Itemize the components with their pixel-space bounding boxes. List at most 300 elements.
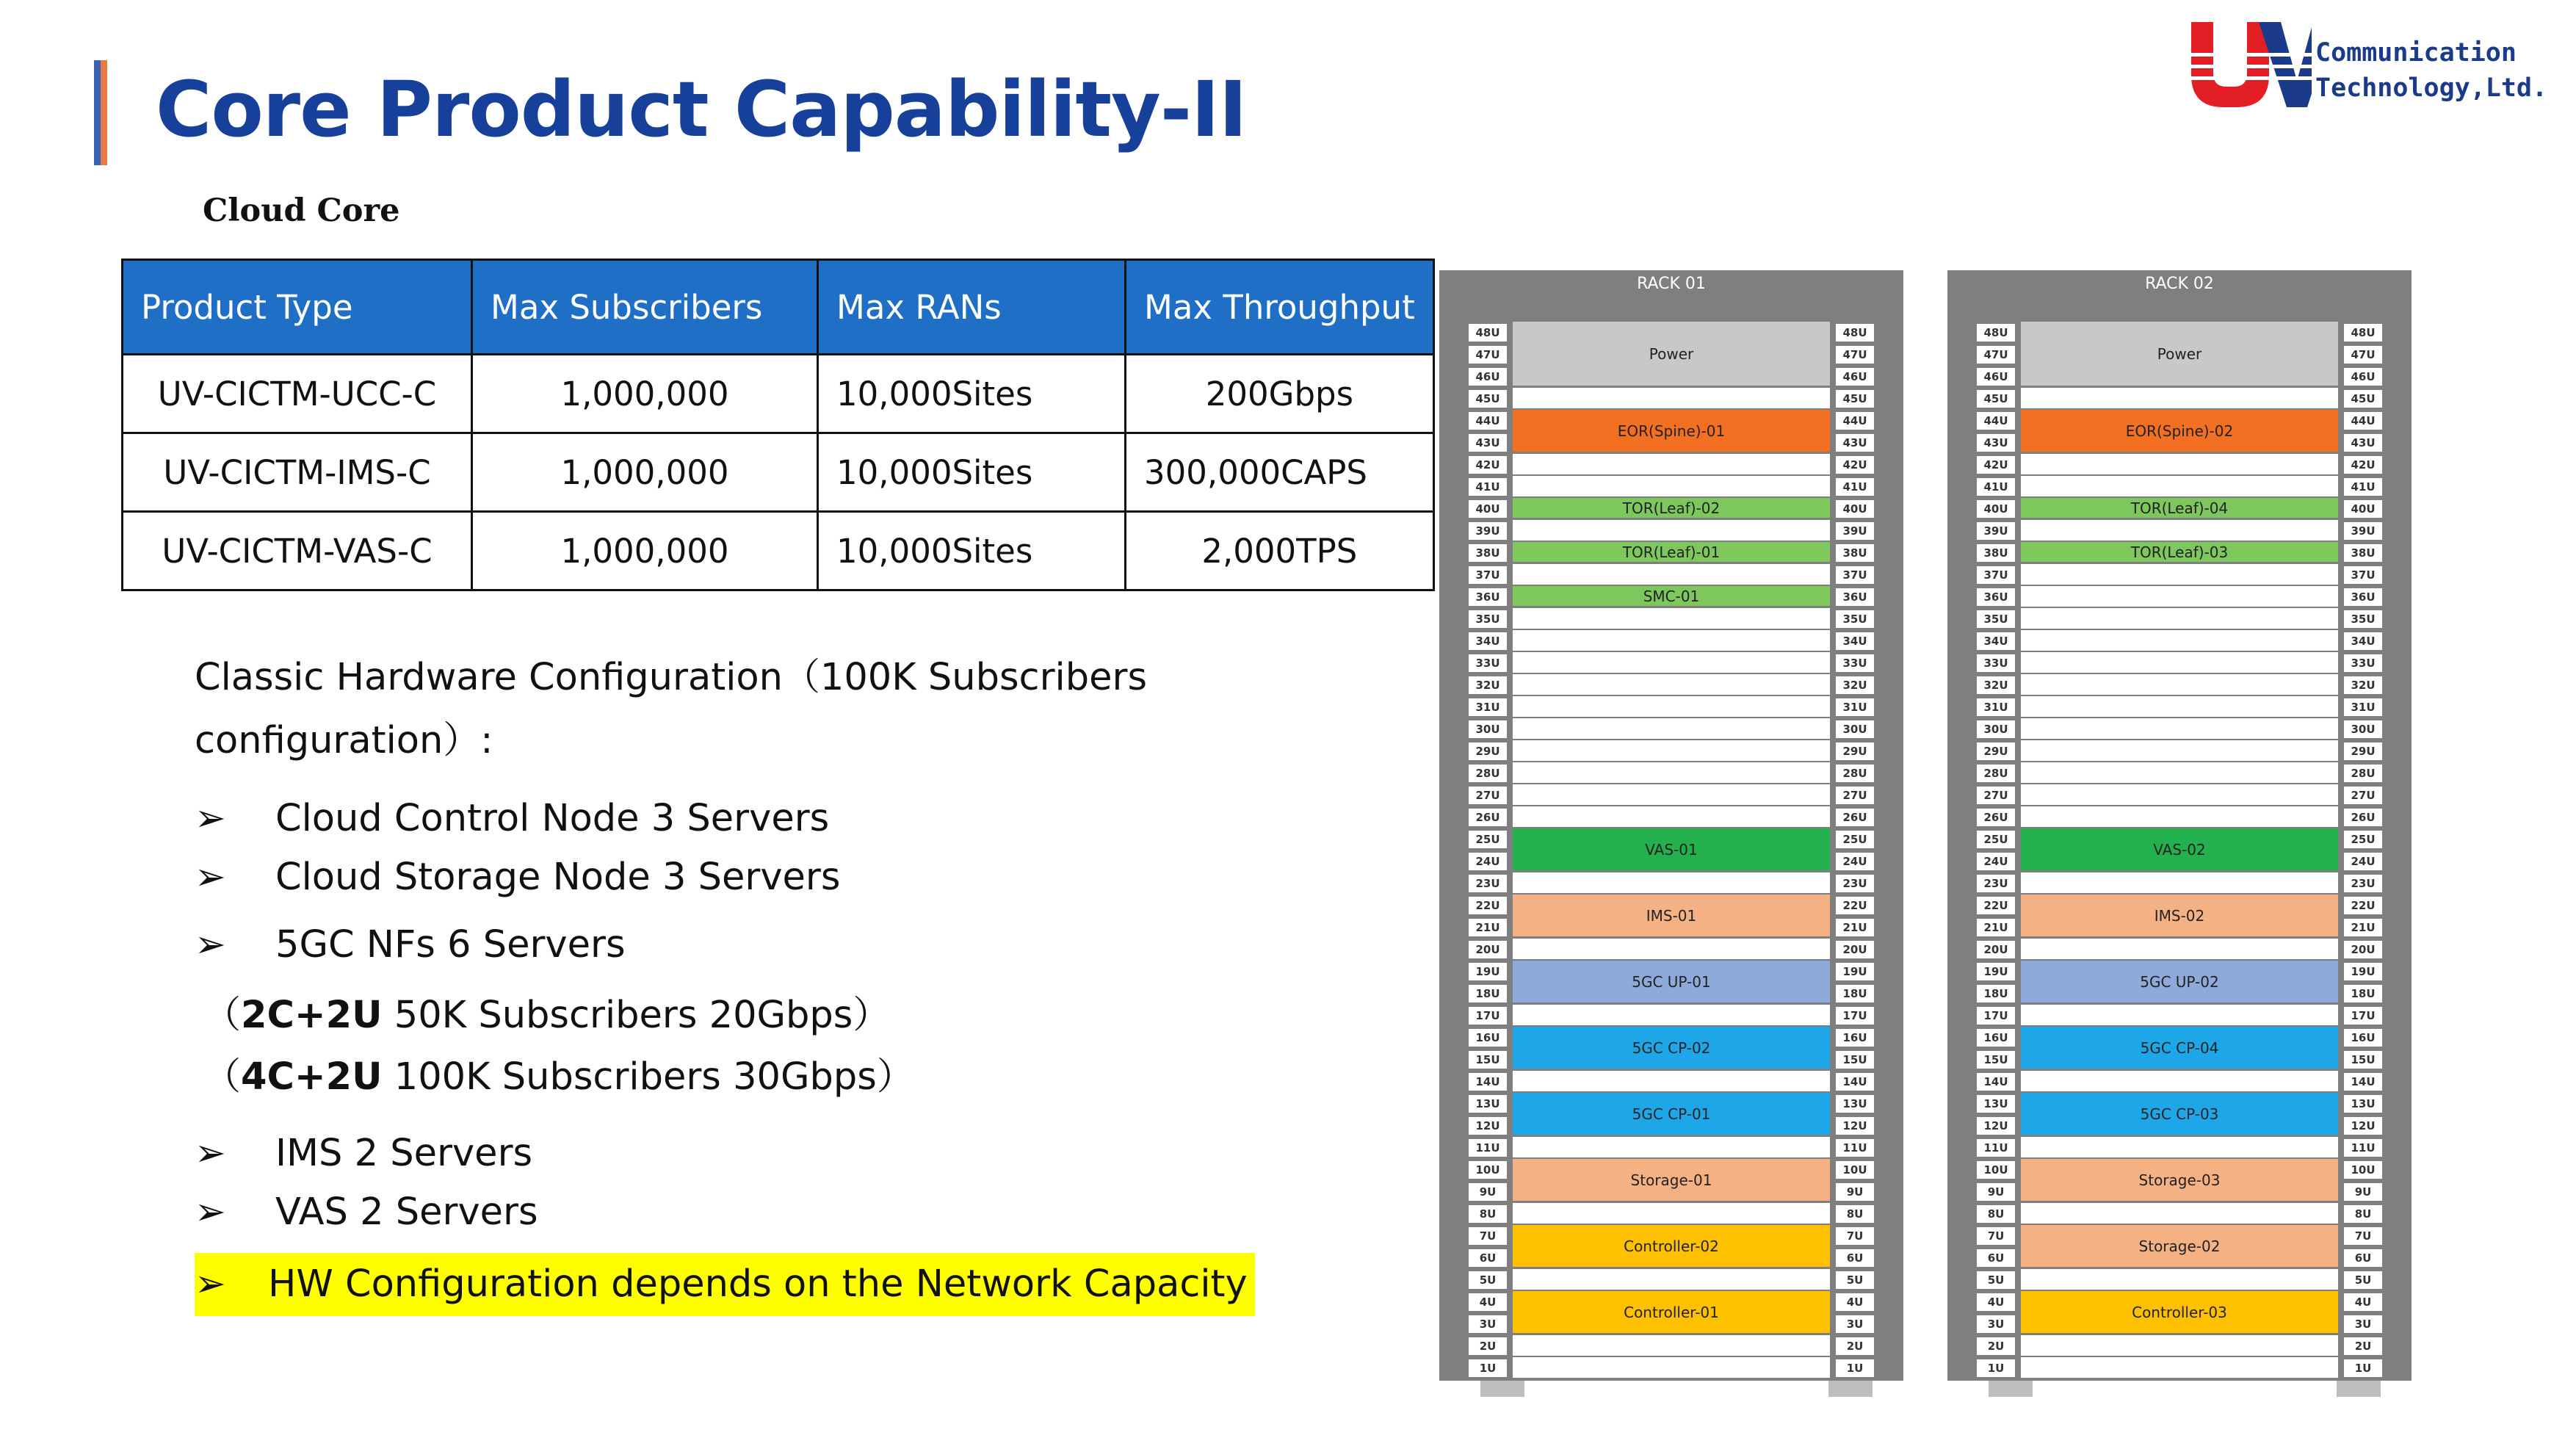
rack-unit-row <box>1469 564 1874 586</box>
unit-label: 4U <box>2344 1293 2382 1311</box>
product-table <box>121 259 1435 591</box>
unit-label: 13U <box>2344 1095 2382 1113</box>
unit-label: 17U <box>1977 1007 2015 1025</box>
unit-label: 41U <box>1977 478 2015 496</box>
empty-slot <box>2021 454 2338 476</box>
unit-label: 15U <box>1977 1051 2015 1069</box>
unit-label: 26U <box>1469 809 1507 826</box>
unit-label: 36U <box>2344 588 2382 606</box>
unit-label: 12U <box>1977 1117 2015 1135</box>
empty-slot <box>1513 806 1830 828</box>
unit-label: 32U <box>1977 676 2015 694</box>
table-cell: 10,000Sites <box>818 512 1126 590</box>
empty-slot <box>1513 872 1830 895</box>
unit-label: 48U <box>1977 324 2015 342</box>
rack-device: VAS-01 <box>1513 828 1830 872</box>
unit-label: 26U <box>1836 809 1874 826</box>
empty-slot <box>1513 1269 1830 1291</box>
rack-unit-row <box>1469 476 1874 498</box>
highlight-note <box>195 1253 1255 1316</box>
rack-unit-row <box>1977 630 2382 652</box>
unit-label: 14U <box>1836 1073 1874 1091</box>
unit-label: 47U <box>1469 346 1507 364</box>
rack-unit-row <box>1469 608 1874 630</box>
empty-slot <box>1513 388 1830 410</box>
unit-label: 42U <box>1977 456 2015 474</box>
unit-label: 31U <box>1977 698 2015 716</box>
list-item-text: Cloud Control Node 3 Servers <box>275 797 830 840</box>
unit-label: 41U <box>2344 478 2382 496</box>
unit-label: 30U <box>2344 720 2382 738</box>
rack-device: Controller-03 <box>2021 1291 2338 1335</box>
table-cell: 10,000Sites <box>818 433 1126 512</box>
empty-slot <box>2021 1203 2338 1225</box>
unit-label: 13U <box>1977 1095 2015 1113</box>
rack-unit-row <box>1469 454 1874 476</box>
unit-label: 26U <box>1977 809 2015 826</box>
empty-slot <box>2021 1005 2338 1027</box>
empty-slot <box>1513 1335 1830 1357</box>
unit-label: 7U <box>2344 1227 2382 1245</box>
unit-label: 31U <box>1469 698 1507 716</box>
list-item <box>195 1122 532 1185</box>
unit-label: 46U <box>1836 368 1874 386</box>
rack-device: TOR(Leaf)-02 <box>1513 498 1830 520</box>
unit-label: 19U <box>1469 963 1507 980</box>
unit-label: 23U <box>1469 875 1507 892</box>
config-sub-1-rest: 50K Subscribers 20Gbps） <box>382 994 891 1037</box>
rack-unit-row <box>1469 872 1874 895</box>
empty-slot <box>2021 608 2338 630</box>
empty-slot <box>1513 1005 1830 1027</box>
unit-label: 22U <box>1836 897 1874 914</box>
arrow-bullet-icon: ➢ <box>195 797 226 840</box>
unit-label: 36U <box>1469 588 1507 606</box>
section-label: Cloud Core <box>203 192 400 229</box>
unit-label: 33U <box>1836 654 1874 672</box>
unit-label: 1U <box>2344 1359 2382 1377</box>
unit-label: 31U <box>2344 698 2382 716</box>
rack-01 <box>1439 270 1903 1381</box>
rack-unit-row <box>1469 762 1874 784</box>
empty-slot <box>1513 1203 1830 1225</box>
rack-unit-row <box>1469 1203 1874 1225</box>
unit-label: 15U <box>2344 1051 2382 1069</box>
unit-label: 14U <box>1469 1073 1507 1091</box>
unit-label: 28U <box>1836 765 1874 782</box>
rack-unit-row <box>1469 784 1874 806</box>
rack-unit-row <box>1469 1071 1874 1093</box>
table-cell: UV-CICTM-UCC-C <box>123 355 472 433</box>
unit-label: 27U <box>1977 787 2015 804</box>
rack-device: 5GC CP-03 <box>2021 1093 2338 1137</box>
rack-unit-row <box>1469 939 1874 961</box>
unit-label: 27U <box>1469 787 1507 804</box>
empty-slot <box>1513 652 1830 674</box>
rack-device: IMS-01 <box>1513 895 1830 939</box>
unit-label: 27U <box>2344 787 2382 804</box>
unit-label: 31U <box>1836 698 1874 716</box>
column-header: Max RANs <box>818 260 1126 355</box>
unit-label: 23U <box>2344 875 2382 892</box>
unit-label: 34U <box>1977 632 2015 650</box>
unit-label: 21U <box>2344 919 2382 936</box>
unit-label: 38U <box>1469 544 1507 562</box>
unit-label: 37U <box>1836 566 1874 584</box>
rack-unit-row <box>1977 454 2382 476</box>
unit-label: 28U <box>2344 765 2382 782</box>
unit-label: 8U <box>2344 1205 2382 1223</box>
rack-unit-row <box>1469 1335 1874 1357</box>
unit-label: 20U <box>1836 941 1874 958</box>
unit-label: 8U <box>1836 1205 1874 1223</box>
rack-unit-row <box>1977 1071 2382 1093</box>
rack-unit-row <box>1469 652 1874 674</box>
unit-label: 4U <box>1469 1293 1507 1311</box>
unit-label: 1U <box>1836 1359 1874 1377</box>
empty-slot <box>1513 718 1830 740</box>
column-header: Max Subscribers <box>472 260 818 355</box>
rack-unit-row <box>1977 784 2382 806</box>
unit-label: 45U <box>1469 390 1507 408</box>
unit-label: 39U <box>2344 522 2382 540</box>
unit-label: 33U <box>1469 654 1507 672</box>
unit-label: 28U <box>1469 765 1507 782</box>
config-sub-line-2 <box>203 1046 914 1109</box>
unit-label: 22U <box>1977 897 2015 914</box>
unit-label: 44U <box>1469 412 1507 430</box>
unit-label: 25U <box>1469 831 1507 848</box>
unit-label: 19U <box>2344 963 2382 980</box>
unit-label: 10U <box>1836 1161 1874 1179</box>
empty-slot <box>2021 1335 2338 1357</box>
rack-foot <box>2337 1381 2381 1397</box>
unit-label: 8U <box>1977 1205 2015 1223</box>
unit-label: 23U <box>1977 875 2015 892</box>
unit-label: 3U <box>1836 1315 1874 1333</box>
unit-label: 6U <box>1977 1249 2015 1267</box>
unit-label: 25U <box>1836 831 1874 848</box>
unit-label: 20U <box>1977 941 2015 958</box>
unit-label: 32U <box>2344 676 2382 694</box>
rack-unit-row <box>1469 696 1874 718</box>
empty-slot <box>1513 740 1830 762</box>
rack-device: Storage-02 <box>2021 1225 2338 1269</box>
empty-slot <box>1513 674 1830 696</box>
unit-label: 29U <box>1836 742 1874 760</box>
empty-slot <box>2021 520 2338 542</box>
unit-label: 9U <box>1977 1183 2015 1201</box>
rack-unit-row <box>1977 939 2382 961</box>
list-item <box>195 1181 538 1244</box>
rack-device: 5GC CP-01 <box>1513 1093 1830 1137</box>
empty-slot <box>2021 586 2338 608</box>
unit-label: 21U <box>1469 919 1507 936</box>
rack-unit-row <box>1469 1269 1874 1291</box>
uv-logo-mark <box>2187 22 2312 110</box>
unit-label: 45U <box>1836 390 1874 408</box>
unit-label: 48U <box>2344 324 2382 342</box>
unit-label: 27U <box>1836 787 1874 804</box>
empty-slot <box>2021 939 2338 961</box>
unit-label: 39U <box>1469 522 1507 540</box>
unit-label: 44U <box>1836 412 1874 430</box>
rack-foot <box>1480 1381 1524 1397</box>
unit-label: 25U <box>1977 831 2015 848</box>
unit-label: 4U <box>1836 1293 1874 1311</box>
rack-unit-row <box>1469 1005 1874 1027</box>
empty-slot <box>1513 454 1830 476</box>
rack-unit-row <box>1977 696 2382 718</box>
unit-label: 2U <box>1977 1337 2015 1355</box>
rack-unit-row <box>1977 1137 2382 1159</box>
empty-slot <box>1513 520 1830 542</box>
title-accent-bar <box>94 60 107 165</box>
rack-device: IMS-02 <box>2021 895 2338 939</box>
rack-unit-row <box>1977 1203 2382 1225</box>
empty-slot <box>2021 1137 2338 1159</box>
unit-label: 41U <box>1836 478 1874 496</box>
list-item-text: Cloud Storage Node 3 Servers <box>275 856 841 899</box>
unit-label: 39U <box>1836 522 1874 540</box>
unit-label: 43U <box>1469 434 1507 452</box>
table-cell: 1,000,000 <box>472 512 818 590</box>
unit-label: 16U <box>1836 1029 1874 1047</box>
unit-label: 19U <box>1977 963 2015 980</box>
unit-label: 11U <box>2344 1139 2382 1157</box>
rack-unit-row <box>1469 674 1874 696</box>
rack-unit-row <box>1977 608 2382 630</box>
rack-unit-row <box>1977 586 2382 608</box>
unit-label: 3U <box>1977 1315 2015 1333</box>
unit-label: 45U <box>2344 390 2382 408</box>
rack-unit-row <box>1977 476 2382 498</box>
unit-label: 38U <box>1977 544 2015 562</box>
unit-label: 6U <box>2344 1249 2382 1267</box>
table-header-row <box>123 260 1434 355</box>
unit-label: 29U <box>1469 742 1507 760</box>
unit-label: 42U <box>1469 456 1507 474</box>
unit-label: 16U <box>1977 1029 2015 1047</box>
rack-unit-row <box>1469 1137 1874 1159</box>
unit-label: 7U <box>1977 1227 2015 1245</box>
rack-foot <box>1828 1381 1873 1397</box>
company-logo <box>2187 22 2548 113</box>
list-item-text: VAS 2 Servers <box>275 1190 538 1234</box>
unit-label: 37U <box>1977 566 2015 584</box>
unit-label: 24U <box>1469 853 1507 870</box>
unit-label: 15U <box>1469 1051 1507 1069</box>
unit-label: 11U <box>1836 1139 1874 1157</box>
unit-label: 9U <box>1469 1183 1507 1201</box>
config-sub-2-rest: 100K Subscribers 30Gbps） <box>382 1055 914 1099</box>
table-row <box>123 433 1434 512</box>
unit-label: 13U <box>1836 1095 1874 1113</box>
unit-label: 32U <box>1836 676 1874 694</box>
unit-label: 17U <box>1469 1007 1507 1025</box>
unit-label: 40U <box>1469 500 1507 518</box>
rack-unit-row <box>1469 1357 1874 1379</box>
unit-label: 16U <box>2344 1029 2382 1047</box>
unit-label: 26U <box>2344 809 2382 826</box>
unit-label: 17U <box>1836 1007 1874 1025</box>
rack-unit-row <box>1977 1335 2382 1357</box>
unit-label: 37U <box>2344 566 2382 584</box>
rack-unit-row <box>1977 762 2382 784</box>
rack-device: 5GC CP-02 <box>1513 1027 1830 1071</box>
empty-slot <box>1513 696 1830 718</box>
empty-slot <box>2021 1269 2338 1291</box>
unit-label: 17U <box>2344 1007 2382 1025</box>
empty-slot <box>2021 718 2338 740</box>
unit-label: 20U <box>1469 941 1507 958</box>
column-header: Max Throughput <box>1126 260 1434 355</box>
unit-label: 39U <box>1977 522 2015 540</box>
unit-label: 16U <box>1469 1029 1507 1047</box>
rack-unit-row <box>1977 564 2382 586</box>
table-cell: UV-CICTM-VAS-C <box>123 512 472 590</box>
arrow-bullet-icon: ➢ <box>195 1190 226 1234</box>
unit-label: 46U <box>2344 368 2382 386</box>
empty-slot <box>1513 476 1830 498</box>
unit-label: 29U <box>2344 742 2382 760</box>
unit-label: 8U <box>1469 1205 1507 1223</box>
unit-label: 29U <box>1977 742 2015 760</box>
logo-line-2: Technology,Ltd. <box>2315 73 2548 103</box>
rack-device: Storage-03 <box>2021 1159 2338 1203</box>
rack-unit-row <box>1469 806 1874 828</box>
unit-label: 11U <box>1469 1139 1507 1157</box>
unit-label: 47U <box>1977 346 2015 364</box>
unit-label: 3U <box>2344 1315 2382 1333</box>
unit-label: 40U <box>2344 500 2382 518</box>
unit-label: 46U <box>1977 368 2015 386</box>
rack-unit-row <box>1977 718 2382 740</box>
unit-label: 18U <box>1469 985 1507 1002</box>
unit-label: 1U <box>1977 1359 2015 1377</box>
empty-slot <box>2021 564 2338 586</box>
unit-label: 18U <box>1977 985 2015 1002</box>
rack-device: EOR(Spine)-02 <box>2021 410 2338 454</box>
empty-slot <box>2021 476 2338 498</box>
unit-label: 2U <box>2344 1337 2382 1355</box>
unit-label: 43U <box>2344 434 2382 452</box>
config-sub-1-bold: 2C+2U <box>241 994 383 1037</box>
rack-unit-row <box>1977 520 2382 542</box>
unit-label: 25U <box>2344 831 2382 848</box>
rack-unit-row <box>1977 1357 2382 1379</box>
unit-label: 6U <box>1836 1249 1874 1267</box>
rack-device: SMC-01 <box>1513 586 1830 608</box>
arrow-bullet-icon: ➢ <box>195 923 226 966</box>
unit-label: 40U <box>1836 500 1874 518</box>
table-cell: UV-CICTM-IMS-C <box>123 433 472 512</box>
empty-slot <box>1513 762 1830 784</box>
unit-label: 23U <box>1836 875 1874 892</box>
arrow-bullet-icon: ➢ <box>195 856 226 899</box>
rack-title: RACK 02 <box>2145 275 2214 293</box>
unit-label: 48U <box>1836 324 1874 342</box>
unit-label: 2U <box>1836 1337 1874 1355</box>
unit-label: 18U <box>1836 985 1874 1002</box>
rack-unit-row <box>1977 652 2382 674</box>
unit-label: 9U <box>2344 1183 2382 1201</box>
rack-unit-row <box>1469 520 1874 542</box>
unit-label: 5U <box>1469 1271 1507 1289</box>
table-cell: 1,000,000 <box>472 355 818 433</box>
unit-label: 6U <box>1469 1249 1507 1267</box>
empty-slot <box>2021 784 2338 806</box>
unit-label: 21U <box>1977 919 2015 936</box>
unit-label: 13U <box>1469 1095 1507 1113</box>
unit-label: 30U <box>1469 720 1507 738</box>
unit-label: 12U <box>1836 1117 1874 1135</box>
unit-label: 30U <box>1977 720 2015 738</box>
table-cell: 200Gbps <box>1126 355 1434 433</box>
rack-device: TOR(Leaf)-01 <box>1513 542 1830 564</box>
rack-unit-row <box>1469 630 1874 652</box>
unit-label: 35U <box>1469 610 1507 628</box>
empty-slot <box>2021 740 2338 762</box>
unit-label: 10U <box>1469 1161 1507 1179</box>
unit-label: 46U <box>1469 368 1507 386</box>
unit-label: 5U <box>1977 1271 2015 1289</box>
unit-label: 43U <box>1977 434 2015 452</box>
empty-slot <box>1513 1071 1830 1093</box>
table-cell: 1,000,000 <box>472 433 818 512</box>
empty-slot <box>2021 388 2338 410</box>
config-intro-line-1: Classic Hardware Configuration（100K Subscribers <box>195 656 1148 699</box>
list-item <box>195 846 840 909</box>
unit-label: 42U <box>1836 456 1874 474</box>
table-row <box>123 355 1434 433</box>
empty-slot <box>2021 630 2338 652</box>
unit-label: 35U <box>2344 610 2382 628</box>
empty-slot <box>1513 630 1830 652</box>
unit-label: 37U <box>1469 566 1507 584</box>
rack-device: EOR(Spine)-01 <box>1513 410 1830 454</box>
empty-slot <box>1513 1137 1830 1159</box>
unit-label: 34U <box>1836 632 1874 650</box>
unit-label: 38U <box>1836 544 1874 562</box>
rack-device: 5GC UP-01 <box>1513 961 1830 1005</box>
rack-unit-row <box>1977 1005 2382 1027</box>
unit-label: 10U <box>2344 1161 2382 1179</box>
unit-label: 5U <box>2344 1271 2382 1289</box>
unit-label: 20U <box>2344 941 2382 958</box>
paren-open: （ <box>203 1055 242 1099</box>
rack-unit-row <box>1977 872 2382 895</box>
rack-unit-row <box>1469 388 1874 410</box>
unit-label: 44U <box>1977 412 2015 430</box>
unit-label: 40U <box>1977 500 2015 518</box>
list-item-text: IMS 2 Servers <box>275 1132 533 1175</box>
unit-label: 7U <box>1469 1227 1507 1245</box>
unit-label: 2U <box>1469 1337 1507 1355</box>
highlight-note-text: HW Configuration depends on the Network Capacity <box>268 1262 1248 1306</box>
rack-device: Storage-01 <box>1513 1159 1830 1203</box>
unit-label: 14U <box>1977 1073 2015 1091</box>
unit-label: 47U <box>2344 346 2382 364</box>
unit-label: 24U <box>1836 853 1874 870</box>
rack-device: TOR(Leaf)-04 <box>2021 498 2338 520</box>
unit-label: 7U <box>1836 1227 1874 1245</box>
unit-label: 44U <box>2344 412 2382 430</box>
unit-label: 35U <box>1836 610 1874 628</box>
unit-label: 22U <box>2344 897 2382 914</box>
unit-label: 36U <box>1977 588 2015 606</box>
unit-label: 14U <box>2344 1073 2382 1091</box>
